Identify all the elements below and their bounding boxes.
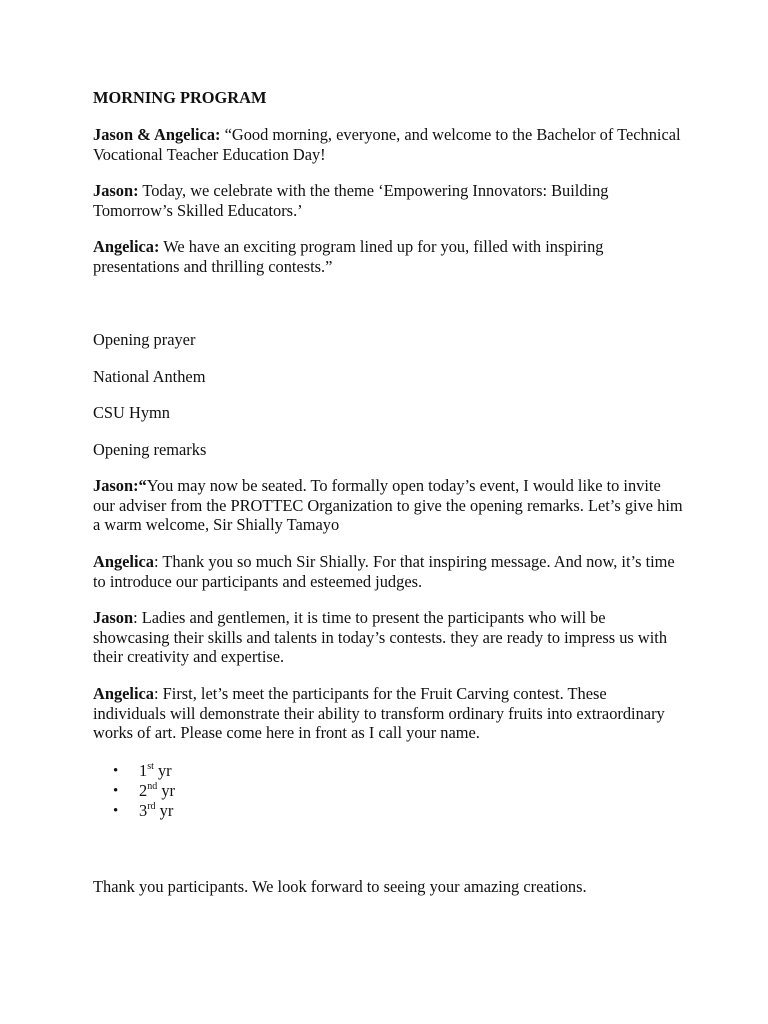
year-suffix: st [147,760,154,772]
dialogue-text: You may now be seated. To formally open today’s event, I would like to invite our adviser from the PROTTEC Organization to give the opening remarks. Let’s give him a warm welcome, Sir Shially Tamayo [93,476,683,534]
program-item: Opening remarks [93,440,207,459]
year-label: yr [159,801,174,820]
dialogue-text: : Ladies and gentlemen, it is time to present the participants who will be showcasing their skills and talents in today’s contests. they are ready to impress us with their creativity and expertise. [93,608,668,666]
list-item [113,761,175,781]
dialogue-paragraph [93,125,683,164]
dialogue-paragraph [93,684,683,743]
list-item [113,801,175,821]
dialogue-text: We have an exciting program lined up for you, filled with inspiring presentations and thrilling contests.” [93,237,604,276]
list-item [113,781,175,801]
program-item: Opening prayer [93,330,196,349]
speaker-name: Jason & Angelica: [93,125,221,144]
dialogue-text: Today, we celebrate with the theme ‘Empowering Innovators: Building Tomorrow’s Skilled Educators.’ [93,181,609,220]
dialogue-paragraph [93,237,683,276]
bullet-icon: • [113,763,119,779]
year-suffix: rd [147,800,156,812]
bullet-icon: • [113,803,119,819]
speaker-name: Jason [93,608,134,627]
dialogue-paragraph [93,181,683,220]
speaker-name: Jason: [93,181,139,200]
speaker-name: Angelica: [93,237,160,256]
year-number: 1 [139,761,148,780]
year-suffix: nd [147,780,158,792]
year-label: yr [161,781,175,800]
year-label: yr [157,761,172,780]
dialogue-paragraph [93,608,683,667]
document-title: MORNING PROGRAM [93,88,267,107]
bullet-icon: • [113,783,119,799]
closing-line: Thank you participants. We look forward to seeing your amazing creations. [93,877,587,896]
dialogue-text: : First, let’s meet the participants for the Fruit Carving contest. These individuals will demonstrate their ability to transform ordinary fruits into extraordinary works of art. Please come here in front as I call your name. [93,684,665,742]
speaker-name: Jason:“ [93,476,147,495]
year-number: 2 [139,781,148,800]
speaker-name: Angelica [93,552,155,571]
year-number: 3 [139,801,148,820]
dialogue-paragraph [93,552,683,591]
program-item: National Anthem [93,367,206,386]
program-item: CSU Hymn [93,403,170,422]
dialogue-text: : Thank you so much Sir Shially. For that inspiring message. And now, it’s time to introduce our participants and esteemed judges. [93,552,675,591]
dialogue-text: “Good morning, everyone, and welcome to the Bachelor of Technical Vocational Teacher Education Day! [93,125,681,164]
dialogue-paragraph [93,476,683,535]
speaker-name: Angelica [93,684,155,703]
year-list [113,761,175,821]
